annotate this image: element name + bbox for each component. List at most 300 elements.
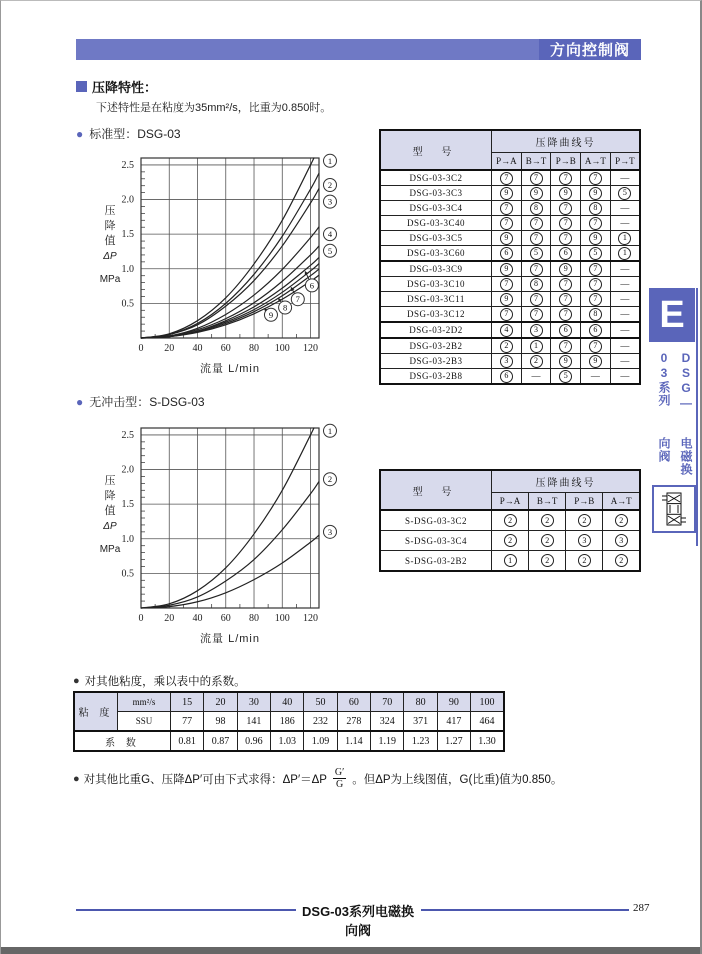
viscosity-value: 60 <box>337 692 370 712</box>
coefficient-value: 1.23 <box>404 731 437 751</box>
circled-number: 7 <box>559 308 572 321</box>
circled-number: 7 <box>559 172 572 185</box>
model-cell: DSG-03-3C40 <box>380 216 492 231</box>
svg-text:80: 80 <box>249 613 260 624</box>
ssu-value: 324 <box>371 712 404 732</box>
curve-table-row <box>380 261 640 277</box>
footer-line-left <box>76 909 296 911</box>
curve-number-cell <box>529 531 566 551</box>
curve-number-cell <box>521 201 551 216</box>
circled-number: 9 <box>589 232 602 245</box>
circled-number: 7 <box>589 293 602 306</box>
model-cell: DSG-03-3C11 <box>380 292 492 307</box>
col-header-port: A→T <box>581 153 611 171</box>
chart1-title <box>76 125 181 142</box>
curve-number-cell: — <box>610 216 640 231</box>
viscosity-value: 15 <box>171 692 204 712</box>
curve-table-row <box>380 292 640 307</box>
circled-number: 6 <box>500 247 513 260</box>
viscosity-value: 100 <box>471 692 504 712</box>
coefficient-value: 1.30 <box>471 731 504 751</box>
circled-number: 2 <box>500 340 513 353</box>
curve-number-cell <box>551 369 581 385</box>
circled-number: 3 <box>500 355 513 368</box>
curve-number-cell <box>492 231 522 246</box>
svg-text:5: 5 <box>327 245 333 256</box>
model-cell: DSG-03-2D2 <box>380 322 492 338</box>
svg-text:40: 40 <box>192 343 203 354</box>
chart1-x-axis-label: 流量 L/min <box>200 363 260 375</box>
curve-number-cell <box>581 170 611 186</box>
curve-number-cell <box>551 292 581 307</box>
header-title-text: 方向控制阀 <box>549 42 630 59</box>
coefficient-value: 0.81 <box>171 731 204 751</box>
curve-number-cell <box>581 307 611 323</box>
sidebar-tab-e: E <box>649 288 695 342</box>
circled-number: 5 <box>618 187 631 200</box>
curve-table-row <box>380 201 640 216</box>
bullet-icon: ● <box>76 394 84 409</box>
ssu-value: 464 <box>471 712 504 732</box>
curve-table-row <box>380 354 640 369</box>
viscosity-value: 40 <box>271 692 304 712</box>
circled-number: 7 <box>530 293 543 306</box>
circled-number: 7 <box>530 232 543 245</box>
ssu-value: 186 <box>271 712 304 732</box>
col-group-header: 压降曲线号 <box>492 130 641 153</box>
circled-number: 9 <box>559 187 572 200</box>
circled-number: 2 <box>541 534 554 547</box>
svg-text:2.0: 2.0 <box>121 194 134 206</box>
curve-number-cell: — <box>581 369 611 385</box>
curve-number-cell: — <box>521 369 551 385</box>
curve-number-cell <box>492 307 522 323</box>
footer-line-right <box>421 909 629 911</box>
svg-text:0.5: 0.5 <box>121 568 134 580</box>
curve-number-cell <box>581 186 611 201</box>
circled-number: 9 <box>559 355 572 368</box>
coefficient-value: 1.27 <box>437 731 470 751</box>
viscosity-note-text: 对其他粘度，乘以表中的系数。 <box>84 676 246 688</box>
circled-number: 8 <box>530 278 543 291</box>
model-cell: DSG-03-2B2 <box>380 338 492 354</box>
curve-number-cell <box>492 369 522 385</box>
curve-number-cell <box>551 307 581 323</box>
col-header-port: A→T <box>603 493 640 511</box>
circled-number: 8 <box>589 202 602 215</box>
curve-number-cell <box>581 201 611 216</box>
curve-number-cell <box>492 292 522 307</box>
svg-text:100: 100 <box>274 343 290 354</box>
circled-number: 7 <box>559 278 572 291</box>
svg-text:2: 2 <box>327 180 333 190</box>
curve-table-row <box>380 338 640 354</box>
curve-number-cell <box>551 277 581 292</box>
curve-number-cell <box>551 231 581 246</box>
col-header-port: P→B <box>551 153 581 171</box>
curve-number-cell <box>521 292 551 307</box>
svg-text:4: 4 <box>327 229 333 240</box>
circled-number: 7 <box>530 172 543 185</box>
circled-number: 3 <box>578 534 591 547</box>
curve-number-cell <box>492 201 522 216</box>
circled-number: 9 <box>500 232 513 245</box>
valve-symbol-icon <box>652 485 696 533</box>
circled-number: 7 <box>500 202 513 215</box>
circled-number: 9 <box>530 187 543 200</box>
viscosity-value: 30 <box>237 692 270 712</box>
curve-number-cell <box>603 531 640 551</box>
curve-table-standard <box>379 129 641 385</box>
circled-number: 2 <box>541 514 554 527</box>
header-bar <box>76 39 641 60</box>
model-cell: S-DSG-03-2B2 <box>380 551 492 572</box>
curve-table-row <box>380 231 640 246</box>
section-marker-icon <box>76 81 87 92</box>
circled-number: 7 <box>589 263 602 276</box>
circled-number: 7 <box>500 308 513 321</box>
circled-number: 7 <box>530 263 543 276</box>
sidebar-accent-line <box>696 288 698 546</box>
coefficient-value: 1.09 <box>304 731 337 751</box>
curve-number-cell <box>551 201 581 216</box>
page-bottom-edge <box>1 947 700 954</box>
section-heading <box>76 77 157 96</box>
curve-number-cell: — <box>610 261 640 277</box>
circled-number: 6 <box>559 247 572 260</box>
circled-number: 9 <box>500 263 513 276</box>
circled-number: 7 <box>589 172 602 185</box>
circled-number: 7 <box>559 202 572 215</box>
svg-text:80: 80 <box>249 343 260 354</box>
circled-number: 9 <box>559 263 572 276</box>
curve-number-cell <box>521 307 551 323</box>
formula-suffix: 。但ΔP为上线图值，G(比重)值为0.850。 <box>352 773 563 786</box>
unit-mm2s: mm²/s <box>118 692 171 712</box>
curve-number-cell <box>581 354 611 369</box>
svg-text:100: 100 <box>274 613 290 624</box>
curve-number-cell <box>566 551 603 572</box>
curve-table-row <box>380 277 640 292</box>
viscosity-value: 50 <box>304 692 337 712</box>
coefficient-value: 0.87 <box>204 731 237 751</box>
curve-number-cell <box>551 186 581 201</box>
ssu-value: 77 <box>171 712 204 732</box>
col-header-port: P→A <box>492 153 522 171</box>
curve-number-cell <box>610 186 640 201</box>
curve-number-cell <box>521 261 551 277</box>
circled-number: 7 <box>500 217 513 230</box>
col-group-header: 压降曲线号 <box>492 470 641 493</box>
formula-prefix: 对其他比重G、压降ΔP′可由下式求得：ΔP′＝ΔP <box>83 773 327 786</box>
curve-number-cell <box>581 277 611 292</box>
svg-text:20: 20 <box>164 613 175 624</box>
svg-text:60: 60 <box>220 343 231 354</box>
model-cell: DSG-03-3C60 <box>380 246 492 262</box>
circled-number: 7 <box>589 278 602 291</box>
svg-text:3: 3 <box>327 526 333 537</box>
svg-text:2.5: 2.5 <box>121 159 134 171</box>
curve-number-cell <box>566 531 603 551</box>
bullet-icon: ● <box>76 126 84 141</box>
page-header-title <box>539 39 641 60</box>
circled-number: 7 <box>589 217 602 230</box>
chart2-title-text: 无冲击型：S-DSG-03 <box>89 395 205 409</box>
col-header-port: P→A <box>492 493 529 511</box>
col-header-port: P→T <box>610 153 640 171</box>
circled-number: 7 <box>500 172 513 185</box>
circled-number: 3 <box>615 534 628 547</box>
svg-text:2.0: 2.0 <box>121 464 134 476</box>
section-note: 下述特性是在粘度为35mm²/s，比重为0.850时。 <box>96 102 332 114</box>
circled-number: 5 <box>530 247 543 260</box>
chart2-x-axis-label: 流量 L/min <box>200 633 260 645</box>
note-dot-icon: ● <box>73 675 80 687</box>
curve-number-cell <box>492 354 522 369</box>
circled-number: 2 <box>578 514 591 527</box>
svg-text:2: 2 <box>327 474 333 485</box>
circled-number: 2 <box>578 554 591 567</box>
curve-number-cell: — <box>610 170 640 186</box>
curve-number-cell <box>492 277 522 292</box>
model-cell: S-DSG-03-3C2 <box>380 510 492 531</box>
circled-number: 1 <box>504 554 517 567</box>
chart1-y-axis-label: 压 降 值 ΔP MPa <box>99 205 121 285</box>
col-header-model: 型 号 <box>380 470 492 510</box>
circled-number: 9 <box>589 355 602 368</box>
model-cell: DSG-03-2B3 <box>380 354 492 369</box>
ssu-value: 417 <box>437 712 470 732</box>
unit-ssu: SSU <box>118 712 171 732</box>
curve-number-cell <box>551 216 581 231</box>
curve-number-cell <box>492 510 529 531</box>
curve-number-cell <box>492 170 522 186</box>
curve-number-cell <box>492 246 522 262</box>
curve-table-row <box>380 246 640 262</box>
curve-number-cell <box>521 354 551 369</box>
note-dot-icon: ● <box>73 772 80 785</box>
curve-number-cell: — <box>610 322 640 338</box>
curve-number-cell <box>529 551 566 572</box>
curve-number-cell <box>521 277 551 292</box>
curve-table-shockless <box>379 469 641 572</box>
svg-text:60: 60 <box>220 613 231 624</box>
curve-number-cell <box>521 186 551 201</box>
circled-number: 8 <box>589 308 602 321</box>
curve-number-cell <box>551 354 581 369</box>
curve-number-cell <box>551 338 581 354</box>
svg-text:20: 20 <box>164 343 175 354</box>
circled-number: 7 <box>530 308 543 321</box>
col-header-model: 型 号 <box>380 130 492 170</box>
curve-number-cell <box>521 322 551 338</box>
curve-number-cell: — <box>610 201 640 216</box>
viscosity-value: 90 <box>437 692 470 712</box>
svg-text:1.5: 1.5 <box>121 499 134 511</box>
viscosity-value: 80 <box>404 692 437 712</box>
svg-text:2.5: 2.5 <box>121 429 134 441</box>
curve-number-cell <box>581 246 611 262</box>
curve-number-cell <box>492 216 522 231</box>
circled-number: 6 <box>589 324 602 337</box>
viscosity-note <box>73 673 246 689</box>
formula-fraction: $\frac{G'}{G}$ <box>334 767 345 790</box>
curve-number-cell <box>610 246 640 262</box>
curve-number-cell <box>521 231 551 246</box>
curve-number-cell <box>551 261 581 277</box>
circled-number: 2 <box>504 514 517 527</box>
circled-number: 2 <box>530 355 543 368</box>
ssu-value: 232 <box>304 712 337 732</box>
curve-number-cell <box>581 338 611 354</box>
svg-text:120: 120 <box>303 613 319 624</box>
svg-text:1.0: 1.0 <box>121 533 134 545</box>
viscosity-value: 20 <box>204 692 237 712</box>
col-header-port: B→T <box>521 153 551 171</box>
curve-number-cell: — <box>610 338 640 354</box>
svg-text:6: 6 <box>309 280 315 291</box>
curve-number-cell <box>492 261 522 277</box>
viscosity-table <box>73 691 505 752</box>
svg-text:3: 3 <box>327 196 333 207</box>
coefficient-value: 1.14 <box>337 731 370 751</box>
circled-number: 7 <box>559 232 572 245</box>
coefficient-value: 0.96 <box>237 731 270 751</box>
curve-number-cell <box>492 531 529 551</box>
curve-number-cell: — <box>610 307 640 323</box>
curve-number-cell <box>492 338 522 354</box>
curve-number-cell <box>492 322 522 338</box>
model-cell: DSG-03-3C5 <box>380 231 492 246</box>
curve-number-cell <box>521 170 551 186</box>
curve-table-row <box>380 551 640 572</box>
model-cell: DSG-03-3C10 <box>380 277 492 292</box>
curve-number-cell <box>610 231 640 246</box>
circled-number: 4 <box>500 324 513 337</box>
model-cell: S-DSG-03-3C4 <box>380 531 492 551</box>
curve-number-cell <box>529 510 566 531</box>
circled-number: 5 <box>559 370 572 383</box>
circled-number: 2 <box>615 554 628 567</box>
svg-text:1: 1 <box>327 425 333 436</box>
circled-number: 7 <box>559 217 572 230</box>
circled-number: 2 <box>615 514 628 527</box>
chart1-title-text: 标准型：DSG-03 <box>89 127 181 141</box>
model-cell: DSG-03-3C2 <box>380 170 492 186</box>
circled-number: 7 <box>559 293 572 306</box>
ssu-value: 141 <box>237 712 270 732</box>
curve-table-row <box>380 170 640 186</box>
curve-number-cell <box>551 246 581 262</box>
svg-text:9: 9 <box>268 309 274 320</box>
model-cell: DSG-03-3C12 <box>380 307 492 323</box>
coefficient-value: 1.03 <box>271 731 304 751</box>
model-cell: DSG-03-2B8 <box>380 369 492 385</box>
coefficient-value: 1.19 <box>371 731 404 751</box>
curve-number-cell <box>581 231 611 246</box>
curve-table-row <box>380 307 640 323</box>
curve-number-cell <box>551 170 581 186</box>
curve-number-cell: — <box>610 354 640 369</box>
viscosity-label: 粘 度 <box>74 692 118 731</box>
circled-number: 1 <box>530 340 543 353</box>
model-cell: DSG-03-3C9 <box>380 261 492 277</box>
curve-table-row <box>380 510 640 531</box>
circled-number: 2 <box>504 534 517 547</box>
curve-number-cell: — <box>610 369 640 385</box>
svg-text:0: 0 <box>138 343 144 354</box>
curve-number-cell <box>603 510 640 531</box>
curve-table-row <box>380 216 640 231</box>
circled-number: 9 <box>500 293 513 306</box>
circled-number: 6 <box>559 324 572 337</box>
svg-text:120: 120 <box>303 343 319 354</box>
section-title: 压降特性： <box>92 80 158 95</box>
viscosity-row-ssu <box>74 712 504 732</box>
svg-text:8: 8 <box>282 302 288 313</box>
circled-number: 7 <box>559 340 572 353</box>
circled-number: 2 <box>541 554 554 567</box>
ssu-value: 98 <box>204 712 237 732</box>
chart2-y-axis-label: 压 降 值 ΔP MPa <box>99 475 121 555</box>
curve-number-cell: — <box>610 277 640 292</box>
curve-number-cell <box>521 246 551 262</box>
curve-table-row <box>380 531 640 551</box>
curve-table-row <box>380 186 640 201</box>
col-header-port: P→B <box>566 493 603 511</box>
curve-table-row <box>380 369 640 385</box>
curve-number-cell <box>566 510 603 531</box>
coefficient-row <box>74 731 504 751</box>
circled-number: 5 <box>589 247 602 260</box>
circled-number: 1 <box>618 247 631 260</box>
pressure-drop-chart-shockless <box>85 414 405 649</box>
formula-note <box>73 767 562 790</box>
curve-number-cell: — <box>610 292 640 307</box>
svg-text:1: 1 <box>327 155 333 166</box>
curve-number-cell <box>492 186 522 201</box>
curve-table-row <box>380 322 640 338</box>
svg-text:40: 40 <box>192 613 203 624</box>
curve-number-cell <box>521 338 551 354</box>
circled-number: 7 <box>589 340 602 353</box>
col-header-port: B→T <box>529 493 566 511</box>
svg-text:0: 0 <box>138 613 144 624</box>
chart2-title <box>76 393 205 410</box>
ssu-value: 278 <box>337 712 370 732</box>
circled-number: 9 <box>589 187 602 200</box>
svg-text:1.5: 1.5 <box>121 229 134 241</box>
curve-number-cell <box>551 322 581 338</box>
circled-number: 7 <box>500 278 513 291</box>
model-cell: DSG-03-3C4 <box>380 201 492 216</box>
circled-number: 6 <box>500 370 513 383</box>
viscosity-row-mm2s <box>74 692 504 712</box>
svg-text:0.5: 0.5 <box>121 298 134 310</box>
curve-number-cell <box>492 551 529 572</box>
circled-number: 7 <box>530 217 543 230</box>
circled-number: 8 <box>530 202 543 215</box>
curve-number-cell <box>581 261 611 277</box>
curve-number-cell <box>581 216 611 231</box>
curve-number-cell <box>581 292 611 307</box>
svg-text:1.0: 1.0 <box>121 263 134 275</box>
footer-title: DSG-03系列电磁换向阀 <box>302 904 414 938</box>
sidebar-series-label: DSG—03系列 电磁换向阀 <box>657 351 693 476</box>
model-cell: DSG-03-3C3 <box>380 186 492 201</box>
ssu-value: 371 <box>404 712 437 732</box>
pressure-drop-chart-standard <box>85 144 405 379</box>
